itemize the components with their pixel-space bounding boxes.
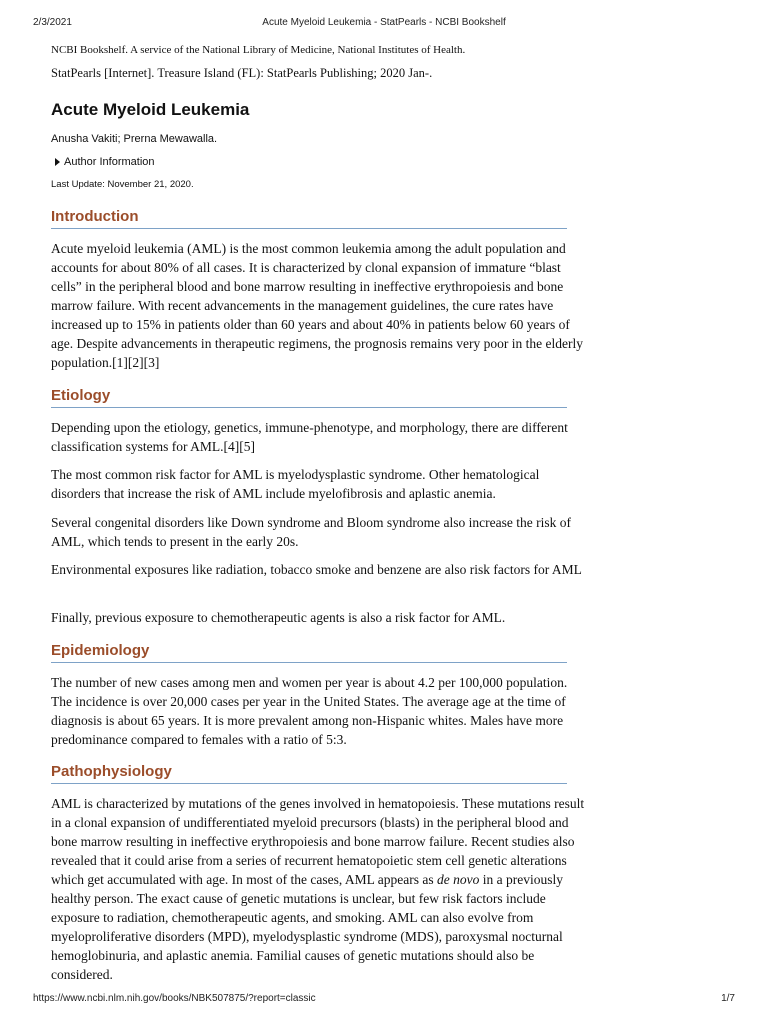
ncbi-bookshelf-line: NCBI Bookshelf. A service of the National Library of Medicine, National Institutes of Health. [51, 44, 466, 56]
citation-line: StatPearls [Internet]. Treasure Island (FL): StatPearls Publishing; 2020 Jan-. [51, 66, 433, 80]
print-footer [0, 993, 768, 1007]
print-page-number: 1/7 [721, 993, 735, 1004]
expand-triangle-icon [55, 158, 60, 166]
section-heading-introduction: Introduction [51, 208, 567, 229]
paragraph: Finally, previous exposure to chemotherapeutic agents is also a risk factor for AML. [51, 610, 506, 625]
paragraph: The most common risk factor for AML is myelodysplastic syndrome. Other hematological disorders that increase the risk of AML include myelofibrosis and aplastic anemia. [51, 467, 540, 501]
paragraph [51, 794, 591, 984]
paragraph-text: in a previously healthy person. The exact cause of genetic mutations is unclear, but few risk factors include exposure to radiation, chemotherapeutic agents, and smoking. AML can also evolve from myeloproliferative disorders (MPD), myelodysplastic syndrome (MDS), paroxysmal nocturnal hemoglobinuria, and aplastic anemia. Familial causes of genetic mutations should also be considered. [51, 872, 563, 982]
italic-term: de novo [437, 872, 480, 887]
section-heading-epidemiology: Epidemiology [51, 642, 567, 663]
print-tab-title: Acute Myeloid Leukemia - StatPearls - NCBI Bookshelf [262, 17, 506, 28]
paragraph: Depending upon the etiology, genetics, immune-phenotype, and morphology, there are different classification systems for AML.[4][5] [51, 420, 568, 454]
paragraph: Acute myeloid leukemia (AML) is the most common leukemia among the adult population and accounts for about 80% of all cases. It is characterized by clonal expansion of immature “blast cells” in the peripheral blood and bone marrow resulting in ineffective erythropoiesis and bone marrow failure. With recent advancements in the management guidelines, the cure rates have increased up to 15% in patients older than 60 years and about 40% in patients below 60 years of age. Despite advancements in therapeutic regimens, the prognosis remains very poor in the elderly population.[1][2][3] [51, 241, 583, 370]
last-update: Last Update: November 21, 2020. [51, 179, 194, 190]
paragraph: Environmental exposures like radiation, tobacco smoke and benzene are also risk factors for AML [51, 562, 582, 577]
author-information-toggle[interactable] [55, 156, 155, 168]
print-header [0, 17, 768, 31]
paragraph-text: AML is characterized by mutations of the genes involved in hematopoiesis. These mutations result in a clonal expansion of undifferentiated myeloid precursors (blasts) in the peripheral blood and bone marrow resulting in ineffective erythropoiesis and bone marrow failure. Recent studies also revealed that it could arise from a series of recurrent hematopoietic stem cell genetic alterations which get accumulated with age. In most of the cases, AML appears as [51, 796, 585, 887]
author-information-label: Author Information [64, 156, 155, 168]
section-heading-pathophysiology: Pathophysiology [51, 763, 567, 784]
print-url: https://www.ncbi.nlm.nih.gov/books/NBK507875/?report=classic [33, 993, 316, 1004]
page-title: Acute Myeloid Leukemia [51, 100, 250, 119]
paragraph: Several congenital disorders like Down syndrome and Bloom syndrome also increase the risk of AML, which tends to present in the early 20s. [51, 515, 572, 549]
authors: Anusha Vakiti; Prerna Mewawalla. [51, 133, 218, 145]
section-heading-etiology: Etiology [51, 387, 567, 408]
print-date: 2/3/2021 [33, 17, 72, 28]
paragraph: The number of new cases among men and women per year is about 4.2 per 100,000 population. The incidence is over 20,000 cases per year in the United States. The average age at the time of diagnosis is about 65 years. It is more prevalent among non-Hispanic whites. Males have more predominance compared to females with a ratio of 5:3. [51, 675, 568, 747]
